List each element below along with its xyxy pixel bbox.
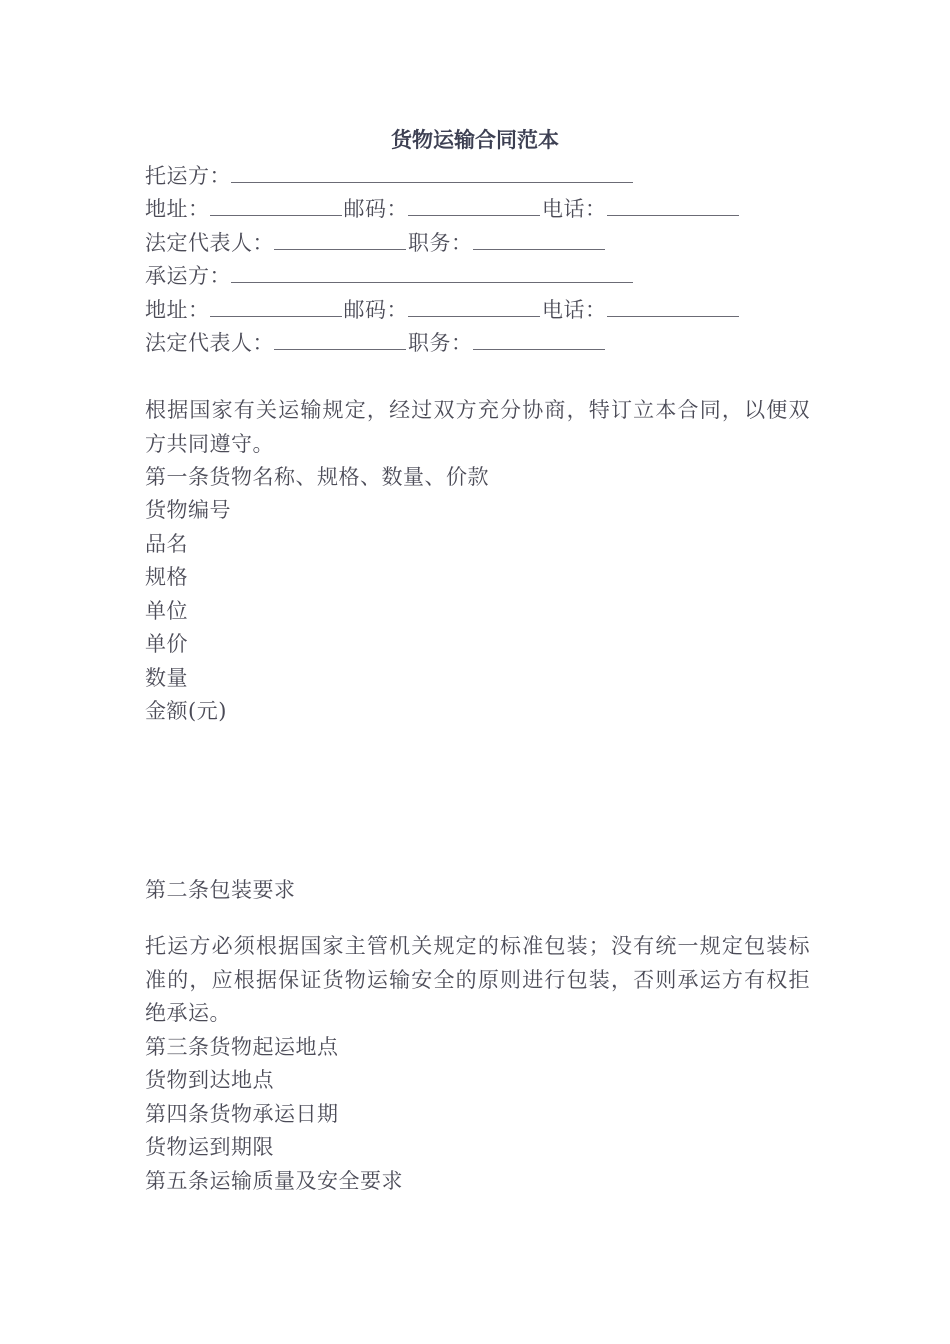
shipper-position-label: 职务： xyxy=(408,231,473,255)
carrier-address-row xyxy=(145,294,741,328)
article4-heading: 第四条货物承运日期 xyxy=(145,1102,339,1126)
carrier-phone-label: 电话： xyxy=(542,298,607,322)
article2-body: 托运方必须根据国家主管机关规定的标准包装；没有统一规定包装标准的，应根据保证货物运输安全的原则进行包装，否则承运方有权拒绝承运。 xyxy=(145,934,810,1025)
intro-paragraph: 根据国家有关运输规定，经过双方充分协商，特订立本合同，以便双方共同遵守。 xyxy=(145,398,810,456)
article1-field: 金额(元) xyxy=(145,699,227,723)
shipper-position-blank[interactable] xyxy=(473,227,605,250)
article1-heading: 第一条货物名称、规格、数量、价款 xyxy=(145,465,489,489)
carrier-position-blank[interactable] xyxy=(473,327,605,350)
carrier-name-blank[interactable] xyxy=(231,260,633,283)
carrier-address-label: 地址： xyxy=(145,298,210,322)
shipper-label: 托运方： xyxy=(145,164,231,188)
article5-heading: 第五条运输质量及安全要求 xyxy=(145,1169,403,1193)
shipper-rep-label: 法定代表人： xyxy=(145,231,274,255)
shipper-name-blank[interactable] xyxy=(231,160,633,183)
article1-field: 品名 xyxy=(145,532,188,556)
article2-heading: 第二条包装要求 xyxy=(145,878,296,902)
article1-field: 货物编号 xyxy=(145,498,231,522)
article3-sub: 货物到达地点 xyxy=(145,1068,274,1092)
carrier-address-blank[interactable] xyxy=(210,294,342,317)
shipper-postcode-blank[interactable] xyxy=(408,193,540,216)
shipper-postcode-label: 邮码： xyxy=(343,197,408,221)
carrier-postcode-blank[interactable] xyxy=(408,294,540,317)
carrier-rep-row xyxy=(145,327,607,361)
article1-field: 数量 xyxy=(145,666,188,690)
shipper-row xyxy=(145,160,635,194)
article1-field: 规格 xyxy=(145,565,188,589)
page-title: 货物运输合同范本 xyxy=(391,128,559,152)
carrier-row xyxy=(145,260,635,294)
carrier-postcode-label: 邮码： xyxy=(343,298,408,322)
shipper-phone-blank[interactable] xyxy=(607,193,739,216)
carrier-position-label: 职务： xyxy=(408,331,473,355)
shipper-address-row xyxy=(145,193,741,227)
article4-sub: 货物运到期限 xyxy=(145,1135,274,1159)
shipper-address-label: 地址： xyxy=(145,197,210,221)
article1-field: 单价 xyxy=(145,632,188,656)
article3-heading: 第三条货物起运地点 xyxy=(145,1035,339,1059)
article1-field: 单位 xyxy=(145,599,188,623)
carrier-phone-blank[interactable] xyxy=(607,294,739,317)
shipper-address-blank[interactable] xyxy=(210,193,342,216)
carrier-label: 承运方： xyxy=(145,264,231,288)
carrier-rep-blank[interactable] xyxy=(274,327,406,350)
shipper-rep-row xyxy=(145,227,607,261)
shipper-phone-label: 电话： xyxy=(542,197,607,221)
carrier-rep-label: 法定代表人： xyxy=(145,331,274,355)
shipper-rep-blank[interactable] xyxy=(274,227,406,250)
